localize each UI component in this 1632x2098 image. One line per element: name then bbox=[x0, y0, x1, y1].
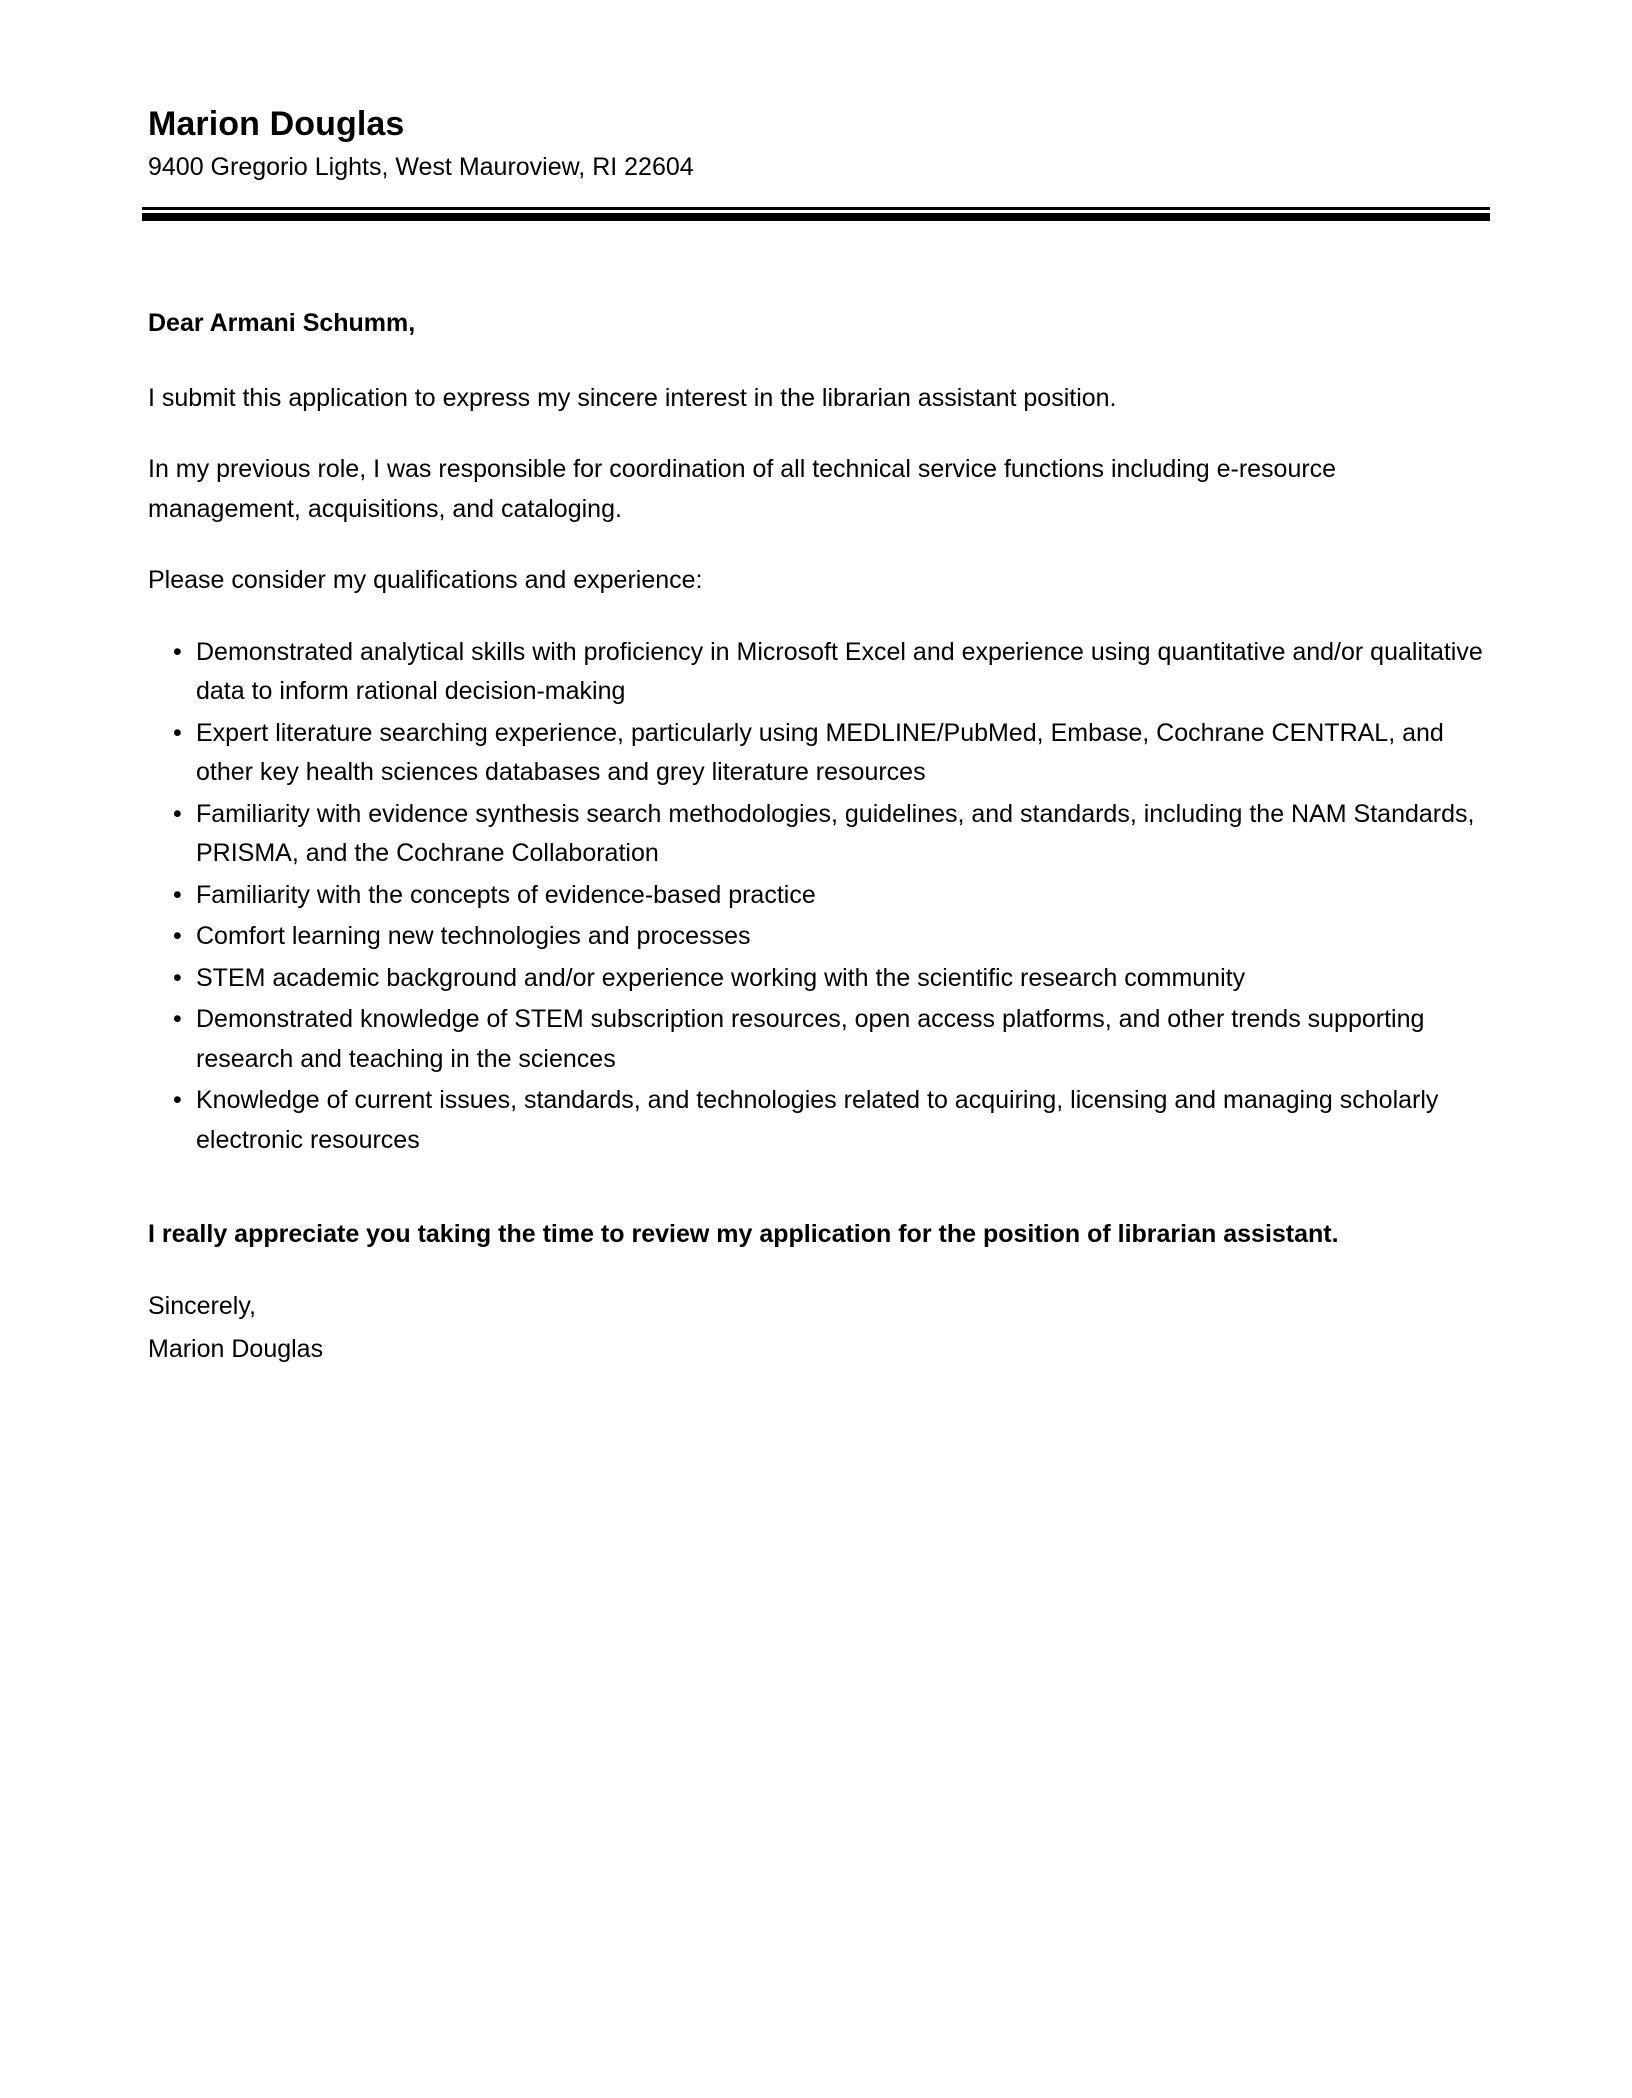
list-item-text: Knowledge of current issues, standards, and technologies related to acquiring, licensing and managing scholarly electronic resources bbox=[196, 1086, 1439, 1154]
closing-statement: I really appreciate you taking the time to review my application for the position of librarian assistant. bbox=[148, 1220, 1339, 1249]
list-item-text: Comfort learning new technologies and processes bbox=[196, 922, 751, 951]
list-item bbox=[148, 876, 1492, 916]
body-paragraph-2: In my previous role, I was responsible for coordination of all technical service functions including e-resource management, acquisitions, and cataloging. bbox=[148, 455, 1337, 523]
body-paragraph-3: Please consider my qualifications and experience: bbox=[148, 566, 703, 595]
sign-off: Sincerely, bbox=[148, 1291, 256, 1320]
header-divider bbox=[142, 207, 1490, 221]
list-item-text: Familiarity with evidence synthesis search methodologies, guidelines, and standards, including the NAM Standards, PRISMA, and the Cochrane Collaboration bbox=[196, 799, 1475, 868]
bullet-icon: • bbox=[173, 880, 182, 909]
letter-content bbox=[148, 0, 1492, 1375]
letterhead bbox=[148, 0, 1492, 183]
list-item bbox=[148, 714, 1492, 793]
qualifications-list bbox=[148, 633, 1492, 1161]
list-item bbox=[148, 917, 1492, 957]
salutation: Dear Armani Schumm, bbox=[148, 309, 416, 338]
sender-address: 9400 Gregorio Lights, West Mauroview, RI 22604 bbox=[148, 153, 694, 182]
list-item bbox=[148, 633, 1492, 712]
bullet-icon: • bbox=[173, 637, 182, 666]
bullet-icon: • bbox=[173, 799, 182, 828]
divider-thick-line bbox=[142, 213, 1490, 221]
bullet-icon: • bbox=[173, 963, 182, 992]
list-item bbox=[148, 1000, 1492, 1079]
bullet-icon: • bbox=[173, 922, 182, 951]
body-paragraph-1: I submit this application to express my sincere interest in the librarian assistant position. bbox=[148, 383, 1117, 412]
list-item bbox=[148, 795, 1492, 874]
sender-name: Marion Douglas bbox=[148, 105, 405, 143]
bullet-icon: • bbox=[173, 718, 182, 747]
list-item-text: Demonstrated knowledge of STEM subscription resources, open access platforms, and other trends supporting research and teaching in the sciences bbox=[196, 1005, 1425, 1073]
signature-block bbox=[148, 1288, 1492, 1369]
list-item bbox=[148, 1081, 1492, 1160]
bullet-icon: • bbox=[173, 1005, 182, 1034]
divider-thin-line bbox=[142, 207, 1490, 210]
list-item-text: Familiarity with the concepts of evidence-based practice bbox=[196, 880, 816, 909]
letter-body bbox=[148, 305, 1492, 1369]
list-item-text: Expert literature searching experience, particularly using MEDLINE/PubMed, Embase, Cochrane CENTRAL, and other key health sciences databases and grey literature resources bbox=[196, 718, 1444, 787]
list-item-text: Demonstrated analytical skills with proficiency in Microsoft Excel and experience using quantitative and/or qualitative data to inform rational decision-making bbox=[196, 637, 1483, 706]
list-item bbox=[148, 959, 1492, 999]
bullet-icon: • bbox=[173, 1086, 182, 1115]
list-item-text: STEM academic background and/or experience working with the scientific research community bbox=[196, 963, 1246, 992]
signature-name: Marion Douglas bbox=[148, 1335, 324, 1364]
